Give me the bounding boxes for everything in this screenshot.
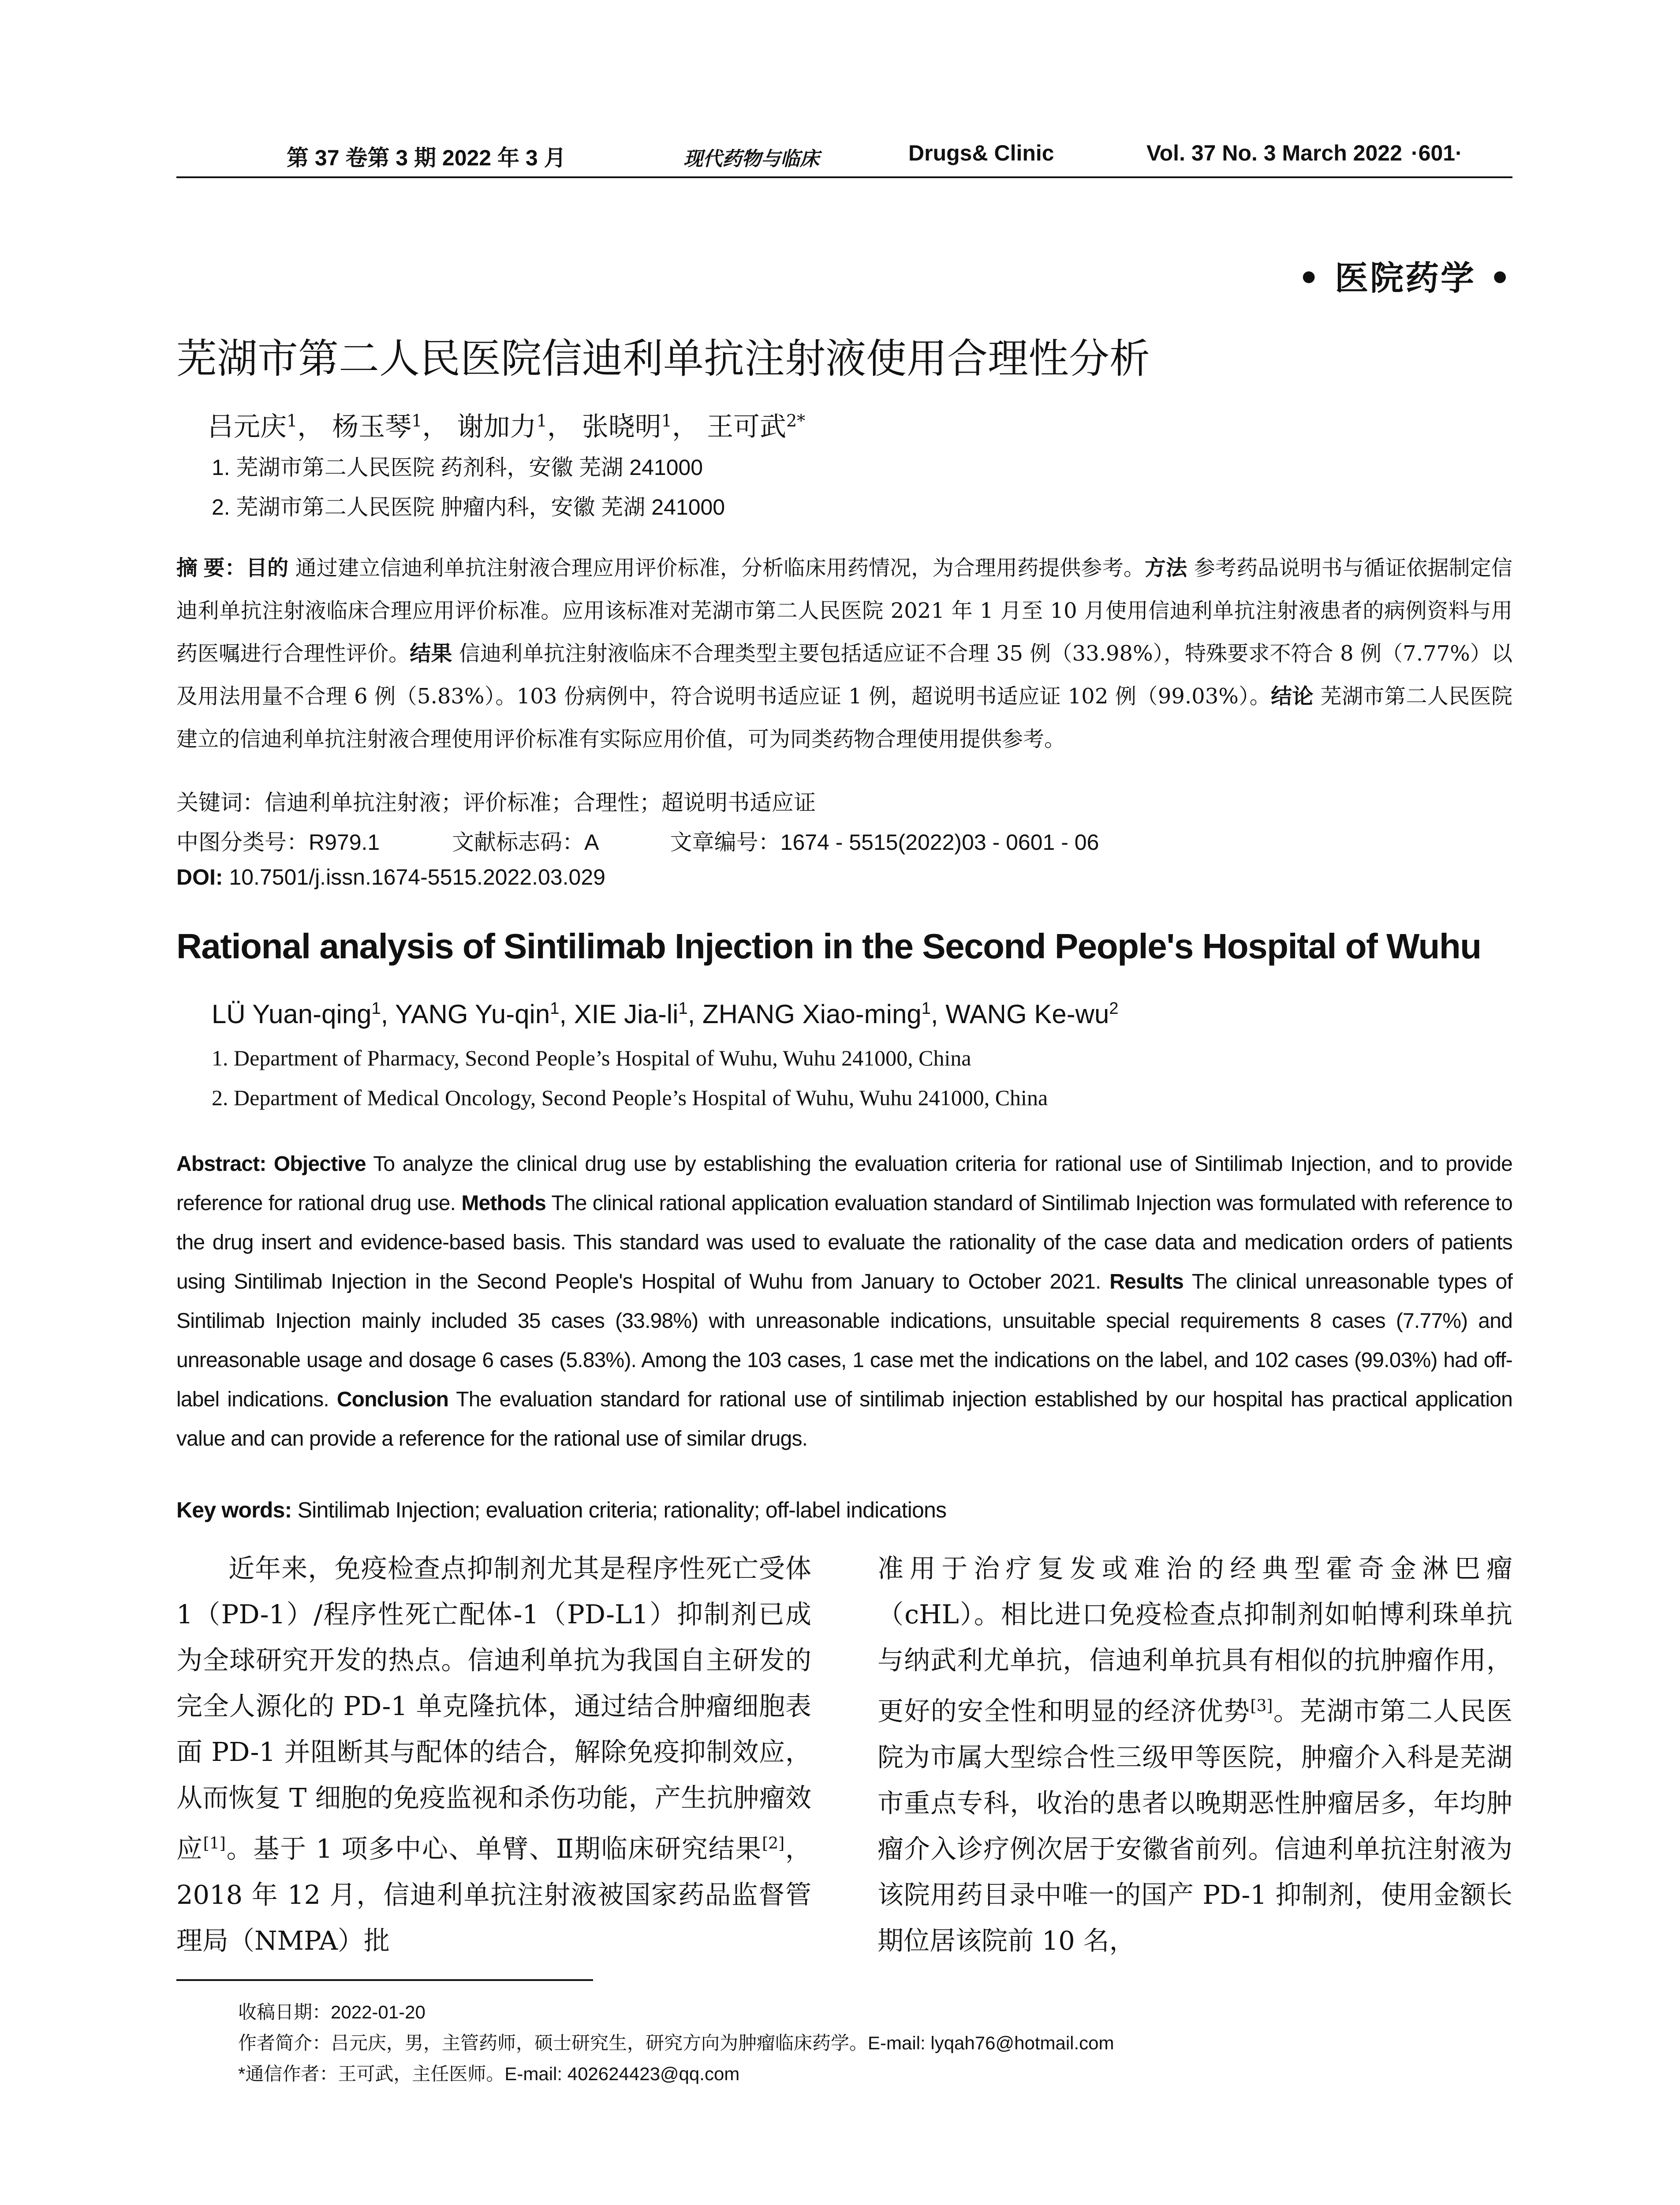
conclusion-label-en: Conclusion	[336, 1388, 449, 1411]
header-issue-zh: 第 37 卷第 3 期 2022 年 3 月	[287, 146, 566, 170]
author-bio-label: 作者简介：	[238, 2033, 331, 2053]
abstract-zh-label: 摘 要：	[176, 557, 246, 580]
author-affiliation-mark: 2*	[786, 411, 806, 430]
header-page-number: ·601·	[1411, 141, 1463, 165]
author-name: 吕元庆	[207, 411, 287, 442]
objective-label-en: Objective	[273, 1152, 366, 1176]
citation-3: [3]	[1250, 1697, 1273, 1715]
body-left-text-2: 。基于 1 项多中心、单臂、Ⅱ期临床研究结果	[225, 1833, 762, 1864]
author-affiliation-mark: 1	[678, 999, 688, 1018]
author-name-en: LÜ Yuan-qing	[212, 999, 372, 1029]
author-affiliation-mark: 1	[661, 411, 672, 430]
keywords-en-text: Sintilimab Injection; evaluation criteria; rationality; off-label indications	[291, 1498, 947, 1522]
author-list-en: LÜ Yuan-qing$^1$, YANG Yu-qin$^1$, XIE Jia-$li^1$, ZHANG Xiao-ming$^1$, WANG $Ke-wu^2$	[212, 999, 1119, 1029]
section-label: • 医院药学 •	[1298, 258, 1512, 298]
author-name: 张晓明	[582, 411, 661, 442]
keywords-zh-label: 关键词：	[176, 790, 265, 815]
affiliation-zh-2: 2. 芜湖市第二人民医院 肿瘤内科，安徽 芜湖 241000	[212, 495, 725, 519]
author-name: 谢加力	[457, 411, 537, 442]
keywords-en	[176, 1497, 946, 1523]
keywords-en-label: Key words:	[176, 1498, 292, 1522]
body-right-text-1: 准用于治疗复发或难治的经典型霍奇金淋巴瘤（cHL）。相比进口免疫检查点抑制剂如帕博利珠单抗与纳武利尤单抗，信迪利单抗具有相似的抗肿瘤作用，更好的安全性和明显的经济优势	[877, 1553, 1512, 1727]
objective-text-en: To analyze the clinical drug use by establishing the evaluation criteria for rational use of Sintilimab Injection, and to provide reference for rational drug use.	[176, 1152, 1512, 1215]
corresponding-author-text: 王可武，主任医师。E-mail: 402624423@qq.com	[338, 2063, 740, 2084]
author-affiliation-mark: 1	[371, 999, 381, 1018]
affiliation-en-2: 2. Department of Medical Oncology, Second People’s Hospital of Wuhu, Wuhu 241000, China	[212, 1085, 1048, 1110]
results-text-en: The clinical unreasonable types of Sintilimab Injection mainly included 35 cases (33.98%) with unreasonable indications, unsuitable special requirements 8 cases (7.77%) and unreasonable usage and dosage 6 cases (5.83%). Among the 103 cases, 1 case met the indications on the label, and 102 cases (99.03%) had off-label indications.	[176, 1270, 1512, 1411]
affiliation-en-1: 1. Department of Pharmacy, Second People’s Hospital of Wuhu, Wuhu 241000, China	[212, 1046, 971, 1070]
author-affiliation-mark: 1	[921, 999, 931, 1018]
doc-code-value: A	[584, 830, 598, 855]
corresponding-author-label: *通信作者：	[238, 2063, 338, 2084]
abstract-en	[176, 1144, 1512, 1458]
abstract-en-label: Abstract:	[176, 1152, 266, 1176]
author-affiliation-mark: 1	[550, 999, 560, 1018]
body-left-text-1: 近年来，免疫检查点抑制剂尤其是程序性死亡受体 1（PD-1）/程序性死亡配体-1（PD-L1）抑制剂已成为全球研究开发的热点。信迪利单抗为我国自主研发的完全人源化的 PD-1 单克隆抗体，通过结合肿瘤细胞表面 PD-1 并阻断其与配体的结合，解除免疫抑制效应，从而恢复 T 细胞的免疫监视和杀伤功能，产生抗肿瘤效应	[176, 1553, 811, 1864]
citation-1: [1]	[203, 1835, 226, 1853]
author-name-en: XIE Jia-li	[574, 999, 679, 1029]
article-number-label: 文章编号：	[670, 830, 780, 855]
author-name-en: YANG Yu-qin	[395, 999, 550, 1029]
methods-text-zh: 参考药品说明书与循证依据制定信迪利单抗注射液临床合理应用评价标准。应用该标准对芜湖市第二人民医院 2021 年 1 月至 10 月使用信迪利单抗注射液患者的病例资料与用药医嘱进行合理性评价。	[176, 556, 1512, 666]
keywords-zh	[176, 785, 816, 817]
doi-label: DOI:	[176, 865, 223, 889]
header-rule	[176, 176, 1512, 178]
methods-text-en: The clinical rational application evaluation standard of Sintilimab Injection was formulated with reference to the drug insert and evidence-based basis. This standard was used to evaluate the rationality of the case data and medication orders of patients using Sintilimab Injection in the Second People's Hospital of Wuhu from January to October 2021.	[176, 1192, 1512, 1293]
body-column-right	[877, 1546, 1512, 1964]
author-name: 杨玉琴	[332, 411, 412, 442]
clc-label: 中图分类号：	[176, 830, 309, 855]
footnote-rule	[176, 1979, 593, 1981]
results-text-zh: 信迪利单抗注射液临床不合理类型主要包括适应证不合理 35 例（33.98%），特殊要求不符合 8 例（7.77%）以及用法用量不合理 6 例（5.83%）。103 份病例中，符合说明书适应证 1 例，超说明书适应证 102 例（99.03%）。	[176, 641, 1512, 709]
author-name-en: ZHANG Xiao-ming	[702, 999, 922, 1029]
conclusion-label-zh: 结论	[1271, 685, 1314, 708]
author-name: 王可武	[707, 411, 787, 442]
header-journal-en: Drugs& Clinic	[908, 141, 1054, 165]
author-list-zh: 吕元庆$^1$， 杨玉琴$^1$， 谢加力$^1$， 张晓明$^1$， 王可武$^{2*}$	[207, 411, 806, 442]
author-affiliation-mark: 1	[536, 411, 547, 430]
running-header	[176, 140, 1512, 176]
header-journal-zh: 现代药物与临床	[683, 148, 819, 170]
conclusion-text-zh: 芜湖市第二人民医院建立的信迪利单抗注射液合理使用评价标准有实际应用价值，可为同类药物合理使用提供参考。	[176, 684, 1512, 751]
citation-2: [2]	[762, 1835, 785, 1853]
body-column-left	[176, 1546, 811, 1964]
article-title-en: Rational analysis of Sintilimab Injection in the Second People's Hospital of Wuhu	[176, 927, 1481, 966]
affiliation-zh-1: 1. 芜湖市第二人民医院 药剂科，安徽 芜湖 241000	[212, 455, 703, 480]
corresponding-author	[238, 2059, 739, 2086]
author-bio-text: 吕元庆，男，主管药师，硕士研究生，研究方向为肿瘤临床药学。E-mail: lyqah76@hotmail.com	[331, 2033, 1114, 2053]
classification-line	[176, 825, 1099, 856]
doc-code-label: 文献标志码：	[452, 830, 585, 855]
keywords-zh-text: 信迪利单抗注射液；评价标准；合理性；超说明书适应证	[265, 790, 816, 815]
article-title-zh: 芜湖市第二人民医院信迪利单抗注射液使用合理性分析	[176, 336, 1150, 381]
body-right-text-2: 。芜湖市第二人民医院为市属大型综合性三级甲等医院，肿瘤介入科是芜湖市重点专科，收治的患者以晚期恶性肿瘤居多，年均肿瘤介入诊疗例次居于安徽省前列。信迪利单抗注射液为该院用药目录中唯一的国产 PD-1 抑制剂，使用金额长期位居该院前 10 名，	[877, 1696, 1512, 1956]
results-label-zh: 结果	[410, 642, 452, 665]
doi-value: 10.7501/j.issn.1674-5515.2022.03.029	[223, 865, 605, 889]
objective-label-zh: 目的	[246, 557, 289, 580]
conclusion-text-en: The evaluation standard for rational use of sintilimab injection established by our hospital has practical application value and can provide a reference for the rational use of similar drugs.	[176, 1388, 1512, 1450]
clc-value: R979.1	[309, 830, 380, 855]
objective-text-zh: 通过建立信迪利单抗注射液合理应用评价标准，分析临床用药情况，为合理用药提供参考。	[288, 556, 1145, 580]
body-left-text-3: ，2018 年 12 月，信迪利单抗注射液被国家药品监督管理局（NMPA）批	[176, 1833, 811, 1956]
abstract-zh	[176, 547, 1512, 761]
received-date: 收稿日期：2022-01-20	[238, 2002, 426, 2022]
results-label-en: Results	[1109, 1270, 1184, 1293]
author-bio	[238, 2029, 1114, 2055]
article-number-value: 1674 - 5515(2022)03 - 0601 - 06	[780, 830, 1099, 855]
methods-label-zh: 方法	[1145, 557, 1187, 580]
header-issue-en: Vol. 37 No. 3 March 2022	[1146, 141, 1402, 165]
author-name-en: WANG Ke-wu	[945, 999, 1109, 1029]
author-affiliation-mark: 2	[1109, 999, 1119, 1018]
author-affiliation-mark: 1	[411, 411, 422, 430]
author-affiliation-mark: 1	[287, 411, 298, 430]
doi-line	[176, 864, 605, 890]
methods-label-en: Methods	[461, 1192, 546, 1215]
